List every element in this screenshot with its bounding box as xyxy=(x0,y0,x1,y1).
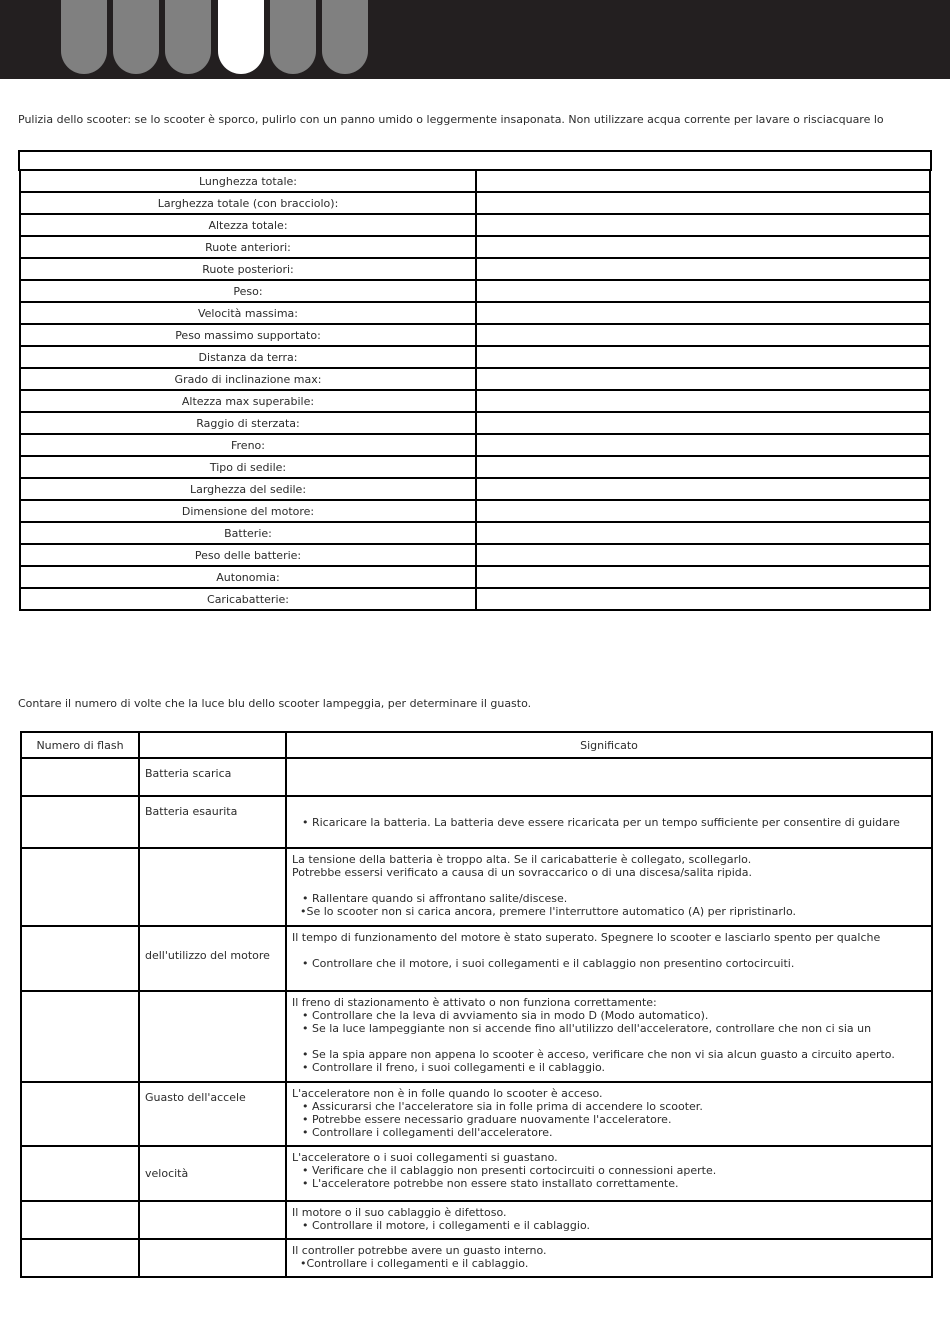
description-line: Il motore o il suo cablaggio è difettoso. xyxy=(292,1206,507,1219)
spec-row xyxy=(20,346,930,368)
section-tab-2 xyxy=(113,0,159,74)
spec-label: Caricabatterie: xyxy=(20,588,476,610)
flash-count-cell xyxy=(21,1239,139,1277)
spec-label: Lunghezza totale: xyxy=(20,170,476,192)
error-name-cell xyxy=(139,848,286,926)
error-name-cell xyxy=(139,1239,286,1277)
error-description xyxy=(286,758,932,796)
spec-row xyxy=(20,544,930,566)
spec-value xyxy=(476,368,930,390)
spec-row xyxy=(20,566,930,588)
section-tab-3 xyxy=(165,0,211,74)
spec-value xyxy=(476,258,930,280)
spec-label: Altezza max superabile: xyxy=(20,390,476,412)
page-header-bar xyxy=(0,0,950,79)
spec-value xyxy=(476,522,930,544)
error-description xyxy=(286,848,932,926)
spec-row xyxy=(20,434,930,456)
description-line: •Se lo scooter non si carica ancora, premere l'interruttore automatico (A) per ripristinarlo. xyxy=(300,905,796,918)
spec-row xyxy=(20,192,930,214)
spec-row xyxy=(20,588,930,610)
description-line: • Controllare i collegamenti dell'acceleratore. xyxy=(302,1126,553,1139)
flash-count-cell xyxy=(21,1146,139,1201)
error-name-cell xyxy=(139,1082,286,1146)
spec-label: Freno: xyxy=(20,434,476,456)
spec-label: Larghezza del sedile: xyxy=(20,478,476,500)
spec-label: Altezza totale: xyxy=(20,214,476,236)
description-line: • Potrebbe essere necessario graduare nuovamente l'acceleratore. xyxy=(302,1113,672,1126)
description-line: • Se la spia appare non appena lo scooter è acceso, verificare che non vi sia alcun guasto a circuito aperto. xyxy=(302,1048,895,1061)
spec-row xyxy=(20,390,930,412)
error-row xyxy=(21,1201,932,1239)
description-line: La tensione della batteria è troppo alta. Se il caricabatterie è collegato, scollegarlo. xyxy=(292,853,752,866)
spec-row xyxy=(20,214,930,236)
spec-label: Ruote posteriori: xyxy=(20,258,476,280)
spec-value xyxy=(476,588,930,610)
spec-value xyxy=(476,456,930,478)
description-line: • Rallentare quando si affrontano salite/discese. xyxy=(302,892,568,905)
spec-value xyxy=(476,214,930,236)
error-row xyxy=(21,1082,932,1146)
flash-count-cell xyxy=(21,848,139,926)
specs-table xyxy=(19,169,931,611)
spec-row xyxy=(20,368,930,390)
spec-value xyxy=(476,566,930,588)
spec-label: Ruote anteriori: xyxy=(20,236,476,258)
error-name-cell xyxy=(139,1146,286,1201)
spec-label: Peso massimo supportato: xyxy=(20,324,476,346)
spec-value xyxy=(476,324,930,346)
spec-row xyxy=(20,456,930,478)
description-line: • Se la luce lampeggiante non si accende fino all'utilizzo dell'acceleratore, controllare che non ci sia un xyxy=(302,1022,872,1035)
spec-label: Dimensione del motore: xyxy=(20,500,476,522)
description-line: Il controller potrebbe avere un guasto interno. xyxy=(292,1244,547,1257)
error-description xyxy=(286,926,932,991)
header-error-name xyxy=(139,732,286,758)
spec-value xyxy=(476,236,930,258)
error-row xyxy=(21,758,932,796)
spec-label: Autonomia: xyxy=(20,566,476,588)
spec-label: Grado di inclinazione max: xyxy=(20,368,476,390)
spec-row xyxy=(20,258,930,280)
error-name: velocità xyxy=(145,1167,189,1180)
error-name-cell xyxy=(139,758,286,796)
spec-label: Raggio di sterzata: xyxy=(20,412,476,434)
line-gap xyxy=(292,1035,926,1048)
spec-value xyxy=(476,500,930,522)
spec-row xyxy=(20,302,930,324)
spec-label: Peso delle batterie: xyxy=(20,544,476,566)
description-line: • Controllare il freno, i suoi collegamenti e il cablaggio. xyxy=(302,1061,606,1074)
spec-label: Tipo di sedile: xyxy=(20,456,476,478)
spec-label: Batterie: xyxy=(20,522,476,544)
description-line: L'acceleratore o i suoi collegamenti si guastano. xyxy=(292,1151,558,1164)
description-line: • Ricaricare la batteria. La batteria deve essere ricaricata per un tempo sufficiente per consentire di guidare xyxy=(302,815,900,829)
error-row xyxy=(21,848,932,926)
error-name: Batteria esaurita xyxy=(145,805,238,818)
error-description xyxy=(286,991,932,1082)
line-gap xyxy=(292,879,926,892)
flash-count-cell xyxy=(21,1082,139,1146)
spec-row xyxy=(20,170,930,192)
spec-value xyxy=(476,346,930,368)
error-name-cell xyxy=(139,991,286,1082)
flash-count-cell xyxy=(21,796,139,848)
specs-table-header xyxy=(18,150,932,171)
error-name-cell xyxy=(139,926,286,991)
spec-row xyxy=(20,478,930,500)
spec-value xyxy=(476,280,930,302)
spec-label: Velocità massima: xyxy=(20,302,476,324)
spec-value xyxy=(476,302,930,324)
description-line: • Verificare che il cablaggio non presenti cortocircuiti o connessioni aperte. xyxy=(302,1164,717,1177)
spec-row xyxy=(20,500,930,522)
spec-row xyxy=(20,412,930,434)
description-line: Potrebbe essersi verificato a causa di un sovraccarico o di una discesa/salita ripida. xyxy=(292,866,753,879)
error-row xyxy=(21,796,932,848)
spec-value xyxy=(476,170,930,192)
error-row xyxy=(21,1239,932,1277)
flash-count-cell xyxy=(21,926,139,991)
spec-row xyxy=(20,236,930,258)
spec-value xyxy=(476,478,930,500)
section-tab-6 xyxy=(322,0,368,74)
error-description xyxy=(286,1201,932,1239)
spec-label: Larghezza totale (con bracciolo): xyxy=(20,192,476,214)
spec-value xyxy=(476,412,930,434)
error-description xyxy=(286,1082,932,1146)
header-flash-count: Numero di flash xyxy=(21,732,139,758)
error-description xyxy=(286,1146,932,1201)
spec-value xyxy=(476,434,930,456)
description-line: Il freno di stazionamento è attivato o non funziona correttamente: xyxy=(292,996,657,1009)
description-line: • Assicurarsi che l'acceleratore sia in folle prima di accendere lo scooter. xyxy=(302,1100,703,1113)
spec-value xyxy=(476,544,930,566)
description-line: • Controllare che il motore, i suoi collegamenti e il cablaggio non presentino cortocircuiti. xyxy=(302,957,795,970)
section-tab-1 xyxy=(61,0,107,74)
error-name: dell'utilizzo del motore xyxy=(145,949,270,962)
flash-count-cell xyxy=(21,991,139,1082)
spec-row xyxy=(20,522,930,544)
error-codes-intro: Contare il numero di volte che la luce blu dello scooter lampeggia, per determinare il guasto. xyxy=(18,697,532,710)
cleaning-instructions: Pulizia dello scooter: se lo scooter è sporco, pulirlo con un panno umido o leggermente insaponata. Non utilizzare acqua corrente per lavare o risciacquare lo xyxy=(18,113,884,126)
description-line: • L'acceleratore potrebbe non essere stato installato correttamente. xyxy=(302,1177,679,1190)
spec-label: Peso: xyxy=(20,280,476,302)
error-row xyxy=(21,926,932,991)
description-line: L'acceleratore non è in folle quando lo scooter è acceso. xyxy=(292,1087,603,1100)
spec-value xyxy=(476,192,930,214)
section-tab-5 xyxy=(270,0,316,74)
flash-count-cell xyxy=(21,758,139,796)
error-codes-table xyxy=(20,731,933,1278)
section-tab-4-active xyxy=(218,0,264,74)
error-row xyxy=(21,991,932,1082)
description-line: • Controllare che la leva di avviamento sia in modo D (Modo automatico). xyxy=(302,1009,709,1022)
description-line: •Controllare i collegamenti e il cablaggio. xyxy=(300,1257,529,1270)
error-name-cell xyxy=(139,796,286,848)
spec-value xyxy=(476,390,930,412)
error-description xyxy=(286,1239,932,1277)
error-description xyxy=(286,796,932,848)
error-name: Guasto dell'accele xyxy=(145,1091,246,1104)
error-row xyxy=(21,1146,932,1201)
line-gap xyxy=(292,944,926,957)
header-meaning: Significato xyxy=(286,732,932,758)
flash-count-cell xyxy=(21,1201,139,1239)
spec-label: Distanza da terra: xyxy=(20,346,476,368)
description-line: Il tempo di funzionamento del motore è stato superato. Spegnere lo scooter e lasciarlo spento per qualche xyxy=(292,931,881,944)
description-line: • Controllare il motore, i collegamenti e il cablaggio. xyxy=(302,1219,590,1232)
error-name-cell xyxy=(139,1201,286,1239)
spec-row xyxy=(20,324,930,346)
spec-row xyxy=(20,280,930,302)
error-name: Batteria scarica xyxy=(145,767,232,780)
